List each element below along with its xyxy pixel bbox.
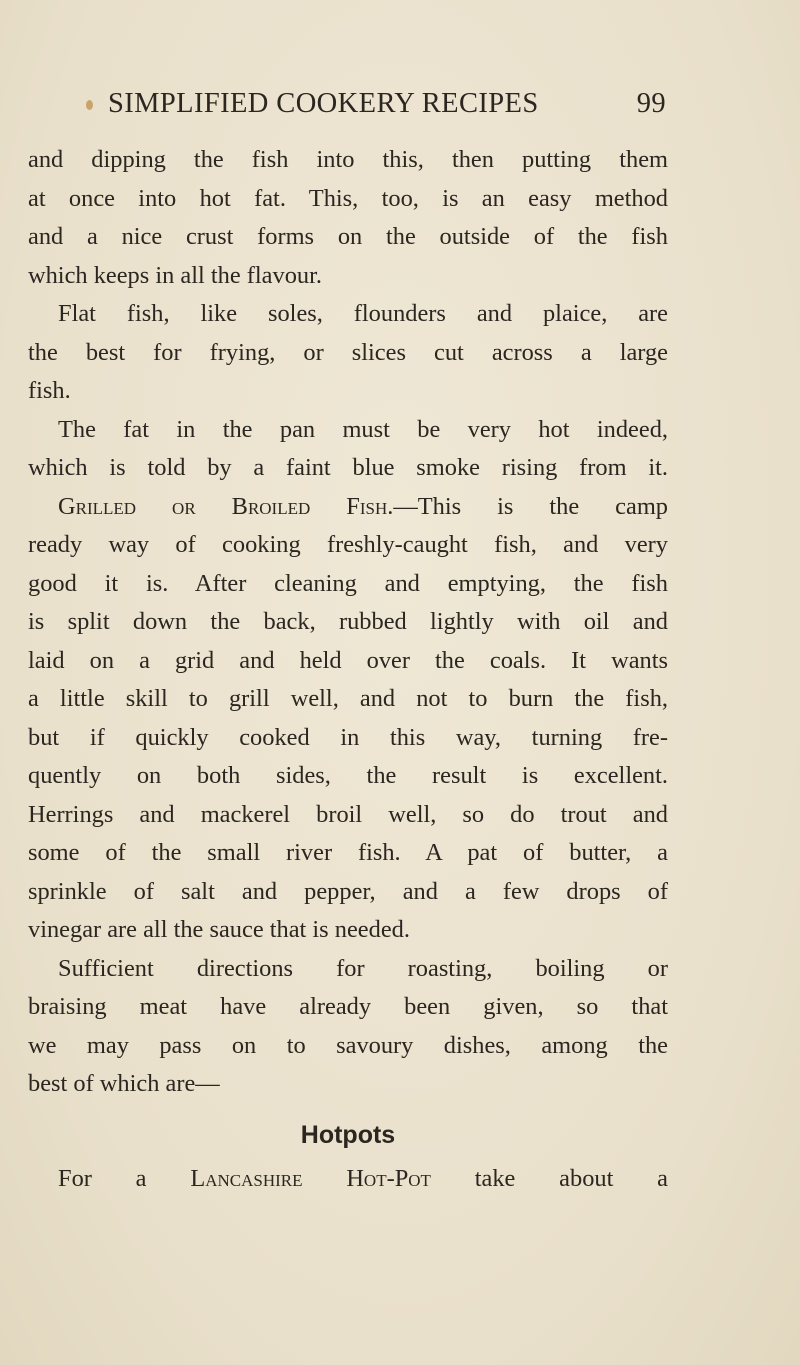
text-line: best of which are— (28, 1070, 220, 1097)
text-line: vinegar are all the sauce that is needed. (28, 916, 410, 943)
text-line: Herrings and mackerel broil well, so do trout and (28, 800, 668, 828)
text-line: Sufficient directions for roasting, boiling or (58, 954, 668, 982)
text-line: fish. (28, 377, 71, 404)
text-run: For a (58, 1164, 147, 1192)
text-line: at once into hot fat. This, too, is an easy method (28, 184, 668, 212)
page-number: 99 (636, 88, 666, 119)
text-line: Flat fish, like soles, flounders and plaice, are (58, 300, 668, 327)
text-line: and a nice crust forms on the outside of the fish (28, 223, 668, 250)
text-line: The fat in the pan must be very hot indeed, (58, 415, 668, 443)
text-run: take about a (474, 1164, 668, 1192)
text-line: good it is. After cleaning and emptying, the fish (28, 569, 668, 597)
text-line: sprinkle of salt and pepper, and a few drops of (28, 877, 668, 905)
section-heading: Hotpots (300, 1120, 396, 1149)
text-line: quently on both sides, the result is excellent. (28, 762, 668, 789)
text-line: some of the small river fish. A pat of butter, a (28, 839, 668, 866)
text-line: but if quickly cooked in this way, turning fre- (28, 723, 668, 751)
text-line: a little skill to grill well, and not to burn the fish, (28, 685, 668, 712)
text-line: braising meat have already been given, so that (28, 993, 668, 1020)
text-line: we may pass on to savoury dishes, among the (28, 1031, 668, 1059)
recipe-name: Lancashire Hot-Pot (190, 1164, 431, 1192)
text-line: and dipping the fish into this, then putting them (28, 146, 668, 173)
running-head (86, 84, 666, 124)
text-line (28, 1160, 668, 1199)
ink-spot (86, 100, 93, 110)
text-line: ready way of cooking freshly-caught fish, and very (28, 531, 668, 558)
running-title: SIMPLIFIED COOKERY RECIPES (108, 88, 539, 119)
text-line: the best for frying, or slices cut across a large (28, 338, 668, 366)
run-in-heading: Grilled or Broiled Fish. (58, 492, 394, 520)
text-line: laid on a grid and held over the coals. It wants (28, 646, 668, 674)
text-line (28, 488, 668, 527)
text-line: which is told by a faint blue smoke rising from it. (28, 454, 668, 481)
text-line: which keeps in all the flavour. (28, 261, 322, 289)
text-line: is split down the back, rubbed lightly with oil and (28, 608, 668, 635)
section-heading-line (28, 1104, 668, 1160)
text-run: —This is the camp (393, 492, 668, 520)
body-text (28, 141, 668, 1198)
